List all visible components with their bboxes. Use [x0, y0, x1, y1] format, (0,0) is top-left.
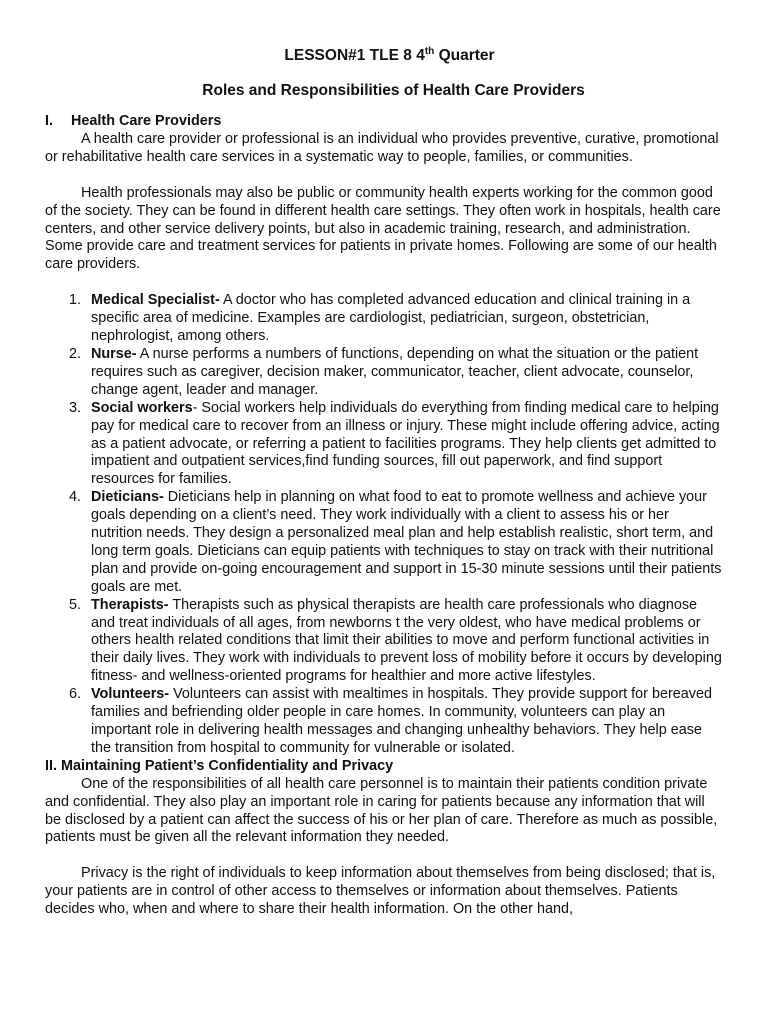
list-item-term: Therapists- [91, 596, 169, 613]
list-item-term: Social workers [91, 399, 193, 416]
spacer [45, 847, 724, 865]
list-item-text: A doctor who has completed advanced education and clinical training in a specific area of medicine. Examples are cardiologist, pediatrician, surgeon, obstetrician, nephrologist, among others. [91, 292, 691, 345]
list-item [45, 686, 724, 758]
list-item [45, 400, 724, 490]
list-item-number: 4. [69, 489, 82, 506]
list-item-number: 1. [69, 292, 82, 309]
list-item-term: Medical Specialist- [91, 292, 220, 309]
list-item-number: 6. [69, 686, 82, 703]
lesson-subtitle: Roles and Responsibilities of Health Care Providers [202, 82, 585, 99]
section-1-paragraph-1: A health care provider or professional is an individual who provides preventive, curative, promotional or rehabilitative health care services in a systematic way to people, families, or communities. [45, 130, 719, 165]
list-item-term: Volunteers- [91, 686, 170, 703]
title-superscript: th [424, 45, 435, 57]
list-item [45, 597, 724, 687]
section-2-paragraph-1: One of the responsibilities of all health care personnel is to maintain their patients condition private and confidential. They also play an important role in caring for patients because any information that will be disclosed by a patient can affect the success of his or her plan of care. Therefore as much as possible, patients must be given all the relevant information they needed. [45, 775, 718, 846]
lesson-title [45, 46, 724, 66]
spacer [45, 167, 724, 185]
list-item-text: Volunteers can assist with mealtimes in hospitals. They provide support for bereaved families and befriending older people in care homes. In community, volunteers can play an important role in delivering health messages and changing unhealthy behaviors. They help ease the transition from hospital to community for vulnerable or isolated. [91, 686, 712, 756]
list-item-number: 2. [69, 345, 82, 362]
section-2-heading: II. Maintaining Patient’s Confidentiality and Privacy [45, 757, 394, 774]
spacer [45, 274, 724, 292]
title-suffix: Quarter [434, 47, 495, 64]
list-item [45, 292, 724, 346]
section-1-number: I. [45, 113, 53, 129]
list-item [45, 346, 724, 400]
list-item-number: 3. [69, 399, 82, 416]
provider-list [45, 292, 724, 758]
section-2-paragraph-2: Privacy is the right of individuals to keep information about themselves from being disclosed; that is, your patients are in control of other access to themselves or information about themselves. Patients decides who, when and where to share their health information. On the other hand, [45, 865, 716, 918]
list-item-term: Nurse- [91, 345, 137, 362]
list-item [45, 489, 724, 596]
section-1-paragraph-2: Health professionals may also be public or community health experts working for the common good of the society. They can be found in different health care settings. They often work in hospitals, health care centers, and other service delivery points, but also in academic training, research, and administration. Some provide care and treatment services for patients in private homes. Following are some of our health care providers. [45, 184, 721, 273]
list-item-text: - Social workers help individuals do everything from finding medical care to helping pay for medical care to recover from an illness or injury. These might include offering advice, acting as a patient advocate, or referring a patient to facilities programs. They help clients get admitted to impatient and outpatient services,find funding sources, fill out paperwork, and find support resources for families. [91, 399, 720, 488]
section-1-title: Health Care Providers [71, 113, 222, 129]
list-item-text: Dieticians help in planning on what food to eat to promote wellness and achieve your goals depending on a client’s need. They work individually with a client to assess his or her nutrition needs. They design a personalized meal plan and help establish realistic, short term, and long term goals. Dieticians can equip patients with techniques to stay on track with their nutritional plan and provide on-going encouragement and support in 15-30 minute sessions until their patients goals are met. [91, 489, 722, 595]
list-item-number: 5. [69, 596, 82, 613]
list-item-text: Therapists such as physical therapists are health care professionals who diagnose and treat individuals of all ages, from newborns t the very oldest, who have medical problems or others health related conditions that limit their abilities to move and perform functional activities in their daily lives. They work with individuals to prevent loss of mobility before it occurs by developing fitness- and wellness-oriented programs for healthier and more active lifestyles. [91, 596, 722, 685]
list-item-term: Dieticians- [91, 489, 164, 506]
title-text: LESSON#1 TLE 8 4 [284, 47, 425, 64]
section-1-heading [45, 113, 724, 131]
list-item-text: A nurse performs a numbers of functions, depending on what the situation or the patient requires such as caregiver, decision maker, communicator, teacher, client advocate, counselor, change agent, leader and manager. [91, 345, 699, 398]
